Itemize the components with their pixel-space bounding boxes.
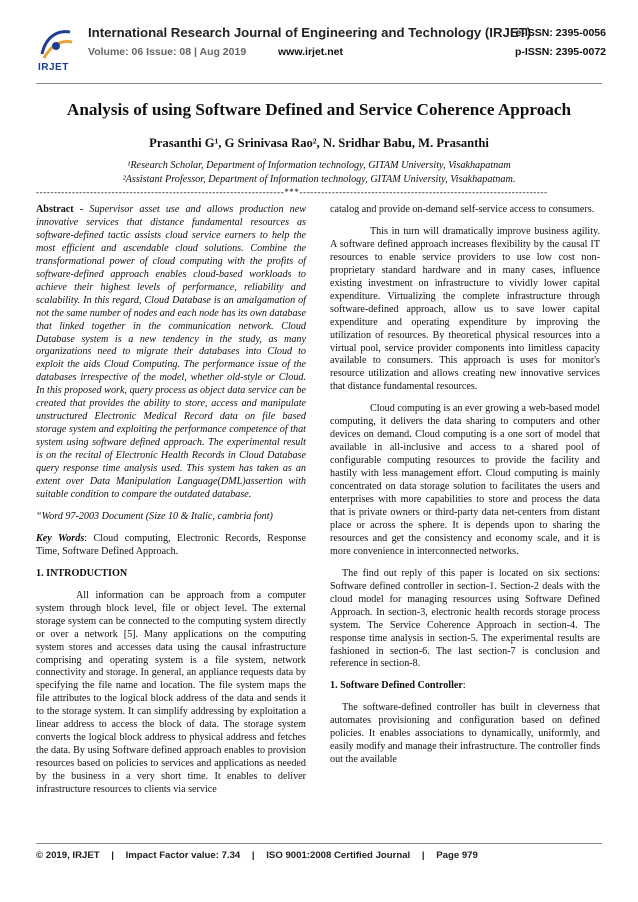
paragraph-agility: This in turn will dramatically improve business agility. A software defined approach increases flexibility by the causal IT resources to enable service providers to use low cost non-proprietary standard hardware and in many cases, influence existing investment on infrastructure to vividly lower capital expenditure. Virtualizing the complete infrastructure through software-defined approach, allow us to save lower capital expenditure and operating expenditure by improving the utilization of resources. By theoretical physical resources into a virtual pool, service provider components into limitless capacity available to consumers. This approach is uses for monitor's resource utilization and allows creating new innovative services that distance fundamental resources. bbox=[330, 225, 600, 393]
footer-divider: | bbox=[111, 850, 114, 861]
footer-copyright: © 2019, IRJET bbox=[36, 850, 100, 861]
affiliation-2: ²Assistant Professor, Department of Information technology, GITAM University, Visakhapatnam. bbox=[122, 174, 516, 185]
word-note: “Word 97-2003 Document (Size 10 & Italic, cambria font) bbox=[36, 510, 273, 522]
keywords-text: : Cloud computing, Electronic Records, Response Time, Software Defined Approach. bbox=[36, 532, 306, 557]
abstract bbox=[36, 204, 306, 502]
footer-divider: | bbox=[421, 850, 425, 861]
paragraph-continued: catalog and provide on-demand self-service access to consumers. bbox=[330, 204, 595, 215]
keywords-label: Key Words bbox=[36, 532, 85, 544]
journal-name: International Research Journal of Engineering and Technology (IRJET) bbox=[88, 25, 532, 40]
affiliation-1: ¹Research Scholar, Department of Information technology, GITAM University, Visakhapatnam bbox=[127, 160, 511, 171]
paragraph-controller: The software-defined controller has built in cleverness that automates provisioning and configuration based on defined policies. It enables associations to dynamically, uniformly, and easily modify and manage their infrastructure. The controller finds out the available bbox=[330, 702, 601, 766]
volume-issue: Volume: 06 Issue: 08 | Aug 2019 bbox=[88, 46, 247, 58]
subsection-title: 1. Software Defined Controller bbox=[330, 680, 463, 692]
paragraph-sections: The find out reply of this paper is located on six sections: Software defined controller in section-1. Section-2 deals with the cloud model for managing resources using Software Defined Approach. In section-3, electronic health records storage process system. The Service Coherence Approach in section-4. The response time analysis in section-5. The experimental results are fashioned in section-6. The last section-7 is conclusion and reference in section-8. bbox=[330, 567, 600, 670]
paragraph-cloud-computing: Cloud computing is an ever growing a web-based model computing, it delivers the data sharing to computers and other devices on demand. Cloud computing is a one sort of model that available in all-inclusive and access to a shared pool of configurable computing resources to provide the facility and hastily with less management effort. Cloud computing is mainly concentrated on data storage solution to facilitates the users and enterprises with more capabilities to store and process the data that is private owners or third-party data net-centers from distant place or across the sphere. It is depends upon to sharing the resources and get the consistency and economy scale, and it is more convenience in interconnected networks. bbox=[330, 403, 600, 557]
left-column bbox=[36, 204, 306, 797]
journal-header bbox=[36, 22, 606, 80]
page-footer bbox=[36, 850, 478, 861]
keywords bbox=[36, 533, 306, 559]
introduction-paragraph: All information can be approach from a computer system through block level, file or object level. The external storage system can be connected to the computing system directly or over a network [5]. Many applications on the computing system stores and accesses data using the causal infrastructure comprising and operating system is a file system, network connectivity and storage. In general, an appliance requests data by specifying the file name and location. The file system maps the file attributes to the logical block address of the data and sends it to the storage system. It can simplify addressing by exploitation a linear address to access the block of data. The storage system converts the logical block address to physical address and fetches the data. By using Software defined approach enables to provision resources based on policies to services and applications as needed by the business in a very short time. It enables to deliver infrastructure resources to clients via service bbox=[36, 589, 306, 796]
footer-page-number: Page 979 bbox=[436, 850, 478, 861]
right-column bbox=[330, 204, 600, 767]
journal-website[interactable]: www.irjet.net bbox=[278, 46, 343, 58]
footer-divider: | bbox=[251, 850, 255, 861]
logo-text: IRJET bbox=[38, 62, 69, 73]
abstract-text: Supervisor asset use and allows production new innovative services that distance fundamental resources as software-defined tactic assists cloud service earners to help the most efficient and ascendable cloud solutions. Combine the transformational power of cloud computing with the profits of software-defined approach enables cloud-based workloads to achieve their highest levels of performance, reliability and scalability. In this regard, Cloud Database is an amalgamation of not the same number of nodes and each node has its own database that linked together in the communication network. Cloud Database system is a new tendency in the study, as many organizations need to migrate their databases into Cloud to exploit the aids Cloud Computing. The performance issue of the databases irrespective of the model, whether old-style or Cloud. In this proposed work, query process as object data service can be created that provides the ability to store, access and manipulate unstructured Electronic Medical Record data on file based storage system and exploiting the performance competence of that system using software defined approach. The experimental result is on the recital of Electronic Health Records in Cloud Database query response time analysis used. This system has taken as an extent over Data Manipulation Language(DML)assertion with suitable condition to compare the outdated database. bbox=[36, 204, 306, 500]
paper-title: Analysis of using Software Defined and Service Coherence Approach bbox=[66, 100, 572, 119]
footer-impact-factor: Impact Factor value: 7.34 bbox=[125, 850, 241, 861]
footer-rule bbox=[36, 843, 602, 844]
abstract-label: Abstract - bbox=[36, 204, 84, 215]
section-separator: ---------------------------------------------------------------------***--------------------------------------------------------------------- bbox=[36, 187, 548, 197]
section-heading-introduction: 1. INTRODUCTION bbox=[36, 567, 128, 579]
paper-authors: Prasanthi G¹, G Srinivasa Rao², N. Sridhar Babu, M. Prasanthi bbox=[149, 136, 489, 150]
p-issn: p-ISSN: 2395-0072 bbox=[514, 46, 606, 58]
footer-iso: ISO 9001:2008 Certified Journal bbox=[266, 850, 411, 861]
header-rule bbox=[36, 83, 602, 84]
e-issn: e-ISSN: 2395-0056 bbox=[515, 27, 606, 39]
subsection-colon: : bbox=[462, 680, 466, 692]
subsection-heading bbox=[330, 680, 600, 693]
